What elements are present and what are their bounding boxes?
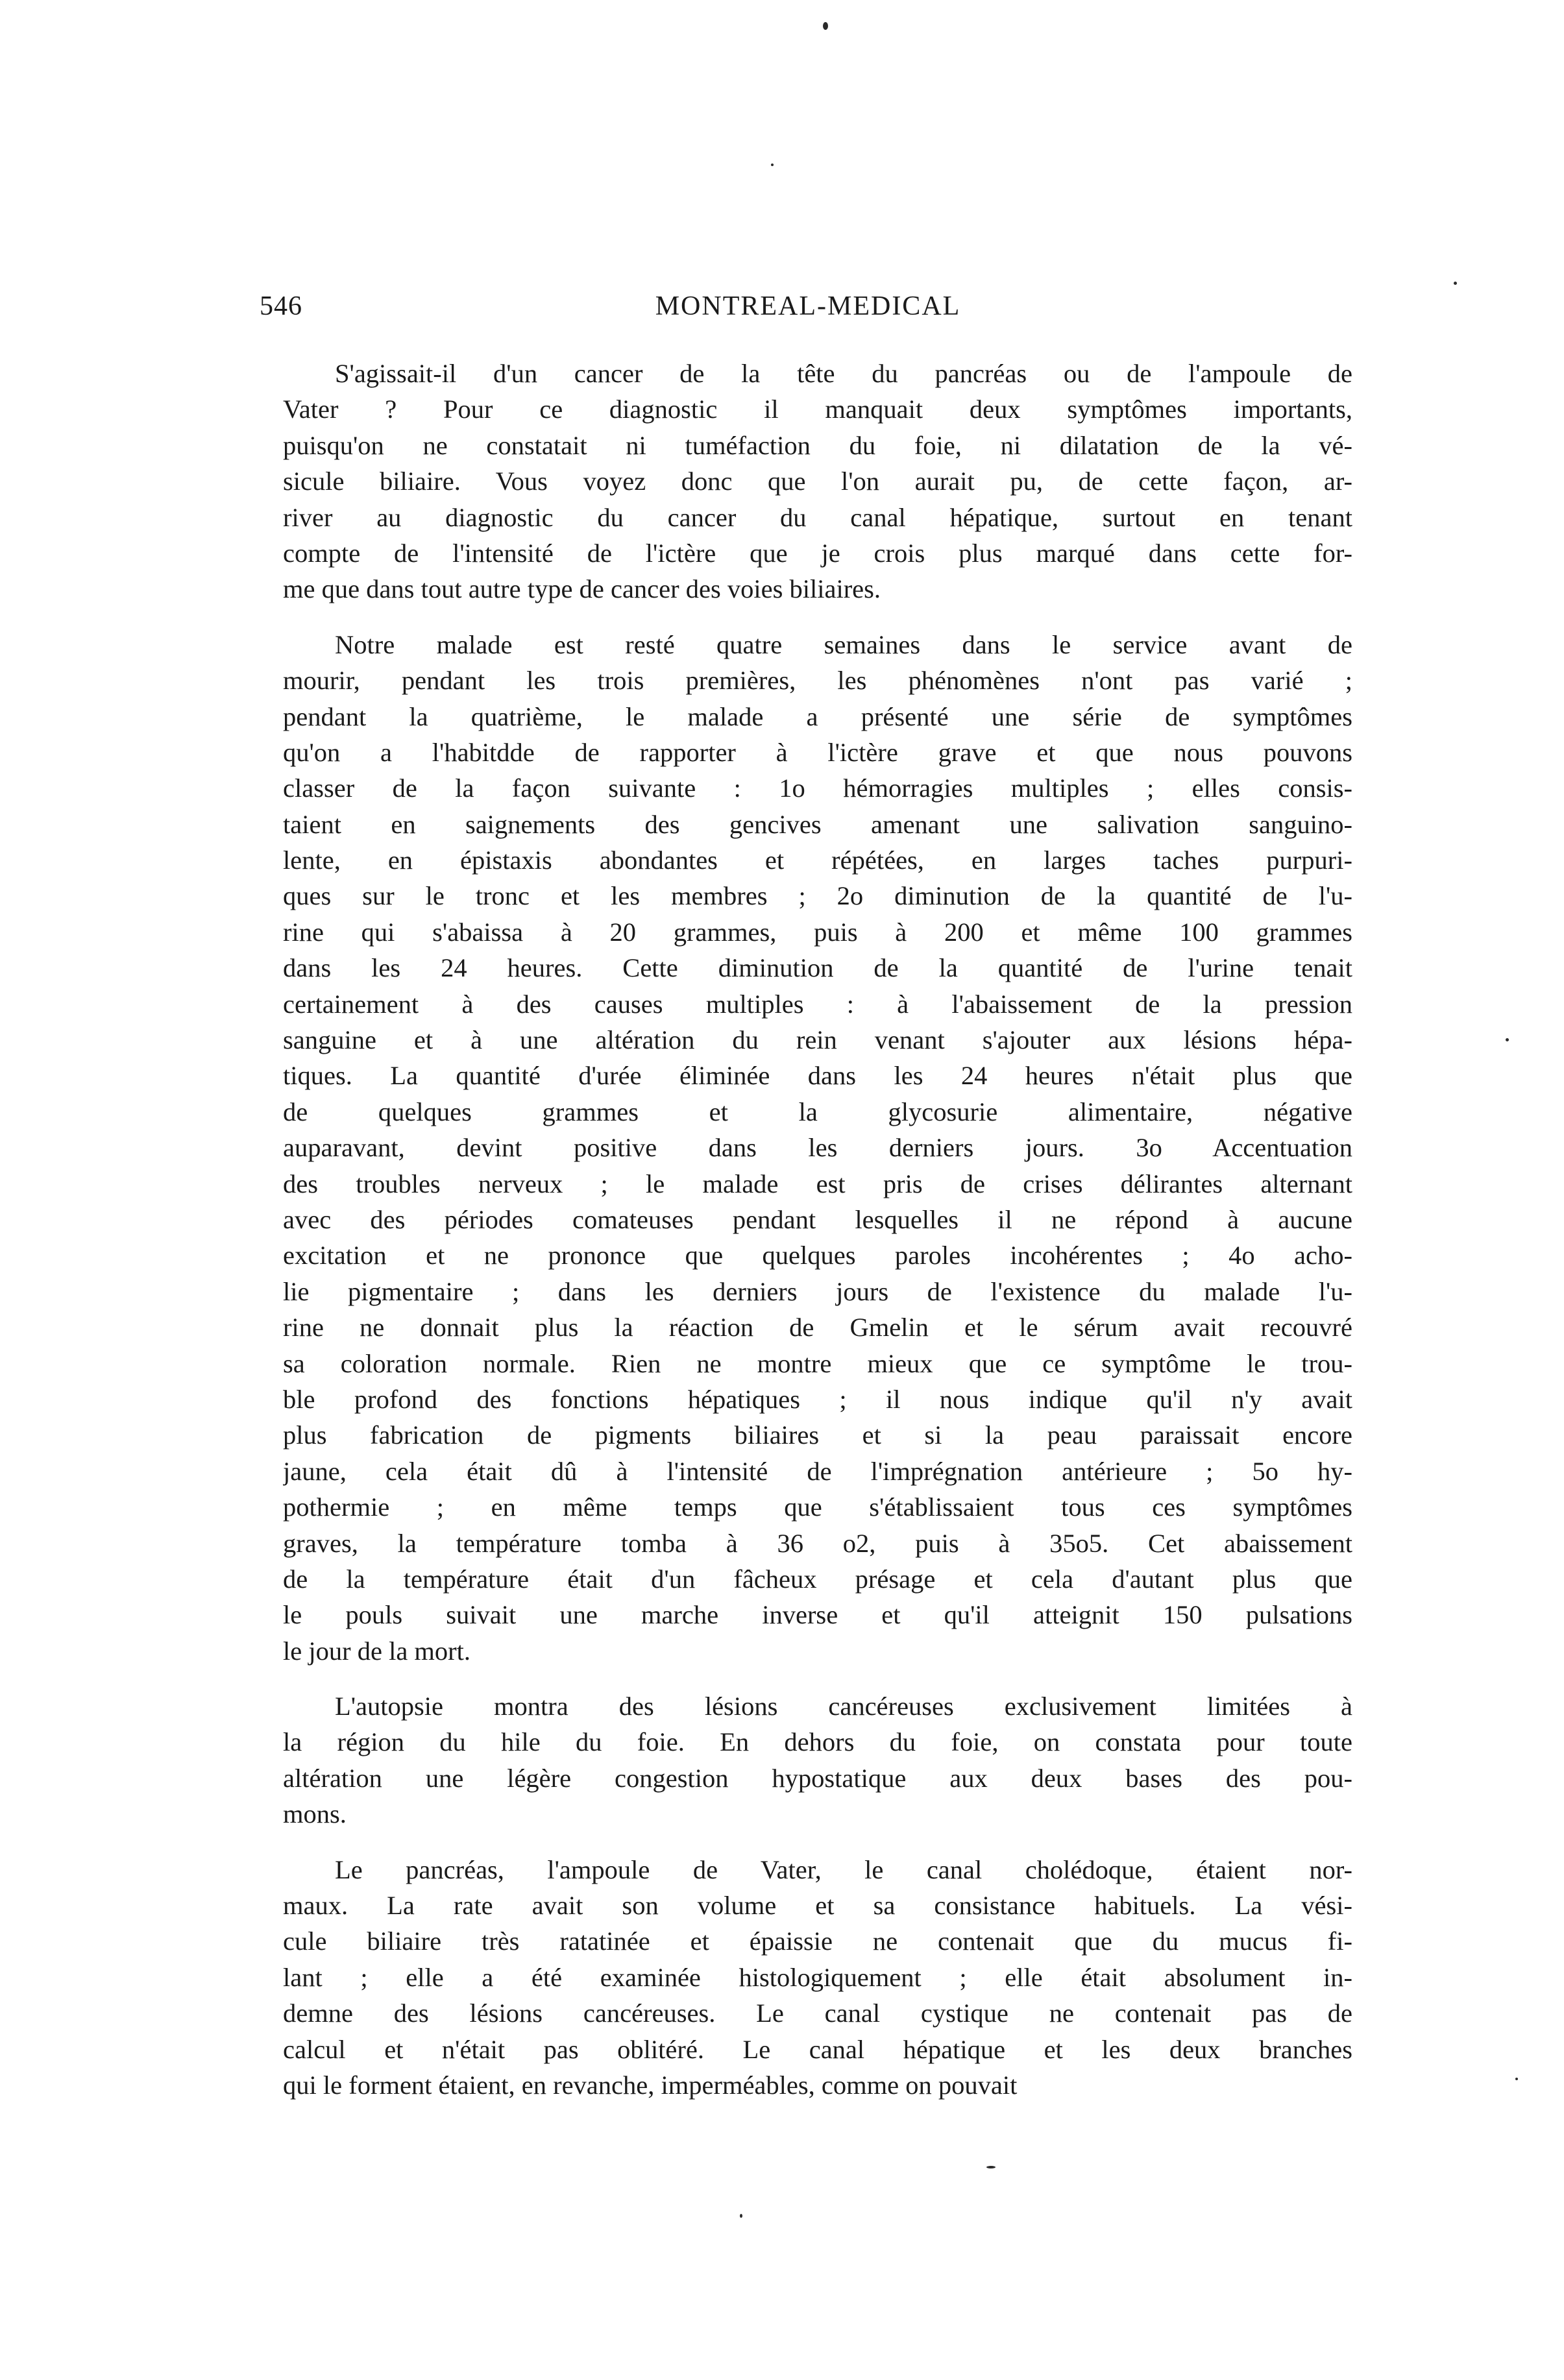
text-line: rine ne donnait plus la réaction de Gmelin et le sérum avait recouvré: [283, 1313, 1352, 1342]
paragraph: [283, 1852, 1352, 2104]
paragraph: [283, 356, 1352, 607]
text-line: demne des lésions cancéreuses. Le canal cystique ne contenait pas de: [283, 1998, 1352, 2028]
text-line: compte de l'intensité de l'ictère que je crois plus marqué dans cette for-: [283, 538, 1352, 568]
text-line: L'autopsie montra des lésions cancéreuses exclusivement limitées à: [335, 1692, 1352, 1721]
text-line: sanguine et à une altération du rein venant s'ajouter aux lésions hépa-: [283, 1025, 1352, 1055]
text-line: maux. La rate avait son volume et sa consistance habituels. La vési-: [283, 1891, 1352, 1921]
text-line: le jour de la mort.: [283, 1636, 471, 1666]
paragraph: [283, 627, 1352, 1669]
text-line: me que dans tout autre type de cancer des voies biliaires.: [283, 574, 881, 604]
ink-speck: [740, 2214, 742, 2218]
text-line: S'agissait-il d'un cancer de la tête du pancréas ou de l'ampoule de: [335, 359, 1352, 388]
text-line: pendant la quatrième, le malade a présenté une série de symptômes: [283, 701, 1352, 731]
text-line: tiques. La quantité d'urée éliminée dans les 24 heures n'était plus que: [283, 1061, 1352, 1091]
text-line: lant ; elle a été examinée histologiquement ; elle était absolument in-: [283, 1962, 1352, 1992]
text-line: ques sur le tronc et les membres ; 2o diminution de la quantité de l'u-: [283, 881, 1352, 911]
text-line: des troubles nerveux ; le malade est pris de crises délirantes alternant: [283, 1169, 1352, 1198]
body-text: [283, 356, 1352, 2122]
text-line: avec des périodes comateuses pendant lesquelles il ne répond à aucune: [283, 1204, 1352, 1234]
text-line: lie pigmentaire ; dans les derniers jours de l'existence du malade l'u-: [283, 1276, 1352, 1306]
ink-speck: [1515, 2078, 1518, 2080]
text-line: de quelques grammes et la glycosurie alimentaire, négative: [283, 1097, 1352, 1126]
text-line: dans les 24 heures. Cette diminution de la quantité de l'urine tenait: [283, 953, 1352, 983]
text-line: puisqu'on ne constatait ni tuméfaction du foie, ni dilatation de la vé-: [283, 430, 1352, 460]
text-line: altération une légère congestion hypostatique aux deux bases des pou-: [283, 1763, 1352, 1793]
text-line: sicule biliaire. Vous voyez donc que l'on aurait pu, de cette façon, ar-: [283, 467, 1352, 496]
text-line: taient en saignements des gencives amenant une salivation sanguino-: [283, 809, 1352, 839]
text-line: plus fabrication de pigments biliaires et si la peau paraissait encore: [283, 1420, 1352, 1450]
text-line: mons.: [283, 1799, 347, 1829]
text-line: ble profond des fonctions hépatiques ; il nous indique qu'il n'y avait: [283, 1384, 1352, 1414]
text-line: calcul et n'était pas oblitéré. Le canal hépatique et les deux branches: [283, 2034, 1352, 2064]
text-line: la région du hile du foie. En dehors du foie, on constata pour toute: [283, 1727, 1352, 1757]
text-line: river au diagnostic du cancer du canal hépatique, surtout en tenant: [283, 502, 1352, 532]
text-line: rine qui s'abaissa à 20 grammes, puis à 200 et même 100 grammes: [283, 917, 1352, 947]
text-line: le pouls suivait une marche inverse et qu'il atteignit 150 pulsations: [283, 1600, 1352, 1630]
page-number: 546: [260, 291, 302, 321]
running-title: MONTREAL-MEDICAL: [655, 291, 961, 321]
text-line: Notre malade est resté quatre semaines dans le service avant de: [335, 629, 1352, 659]
text-line: pothermie ; en même temps que s'établissaient tous ces symptômes: [283, 1492, 1352, 1522]
text-line: Vater ? Pour ce diagnostic il manquait deux symptômes importants,: [283, 395, 1352, 424]
text-line: graves, la température tomba à 36 o2, puis à 35o5. Cet abaissement: [283, 1528, 1352, 1558]
text-line: sa coloration normale. Rien ne montre mieux que ce symptôme le trou-: [283, 1348, 1352, 1378]
text-line: classer de la façon suivante : 1o hémorragies multiples ; elles consis-: [283, 773, 1352, 803]
ink-speck: [986, 2166, 996, 2168]
ink-speck: [1454, 282, 1457, 285]
ink-speck: [771, 164, 774, 166]
text-line: Le pancréas, l'ampoule de Vater, le canal cholédoque, étaient nor-: [335, 1854, 1352, 1884]
text-line: qu'on a l'habitdde de rapporter à l'ictère grave et que nous pouvons: [283, 737, 1352, 767]
text-line: excitation et ne prononce que quelques paroles incohérentes ; 4o acho-: [283, 1241, 1352, 1270]
paragraph: [283, 1688, 1352, 1832]
ink-speck: [1506, 1038, 1509, 1041]
page-header: [260, 291, 1356, 330]
text-line: jaune, cela était dû à l'intensité de l'imprégnation antérieure ; 5o hy-: [283, 1456, 1352, 1486]
text-line: cule biliaire très ratatinée et épaissie ne contenait que du mucus fi-: [283, 1926, 1352, 1956]
text-line: qui le forment étaient, en revanche, imperméables, comme on pouvait: [283, 2070, 1018, 2100]
text-line: auparavant, devint positive dans les derniers jours. 3o Accentuation: [283, 1133, 1352, 1163]
text-line: certainement à des causes multiples : à l'abaissement de la pression: [283, 989, 1352, 1019]
ink-speck: [823, 22, 828, 30]
text-line: mourir, pendant les trois premières, les phénomènes n'ont pas varié ;: [283, 666, 1352, 696]
text-line: de la température était d'un fâcheux présage et cela d'autant plus que: [283, 1564, 1352, 1594]
text-line: lente, en épistaxis abondantes et répétées, en larges taches purpuri-: [283, 845, 1352, 875]
